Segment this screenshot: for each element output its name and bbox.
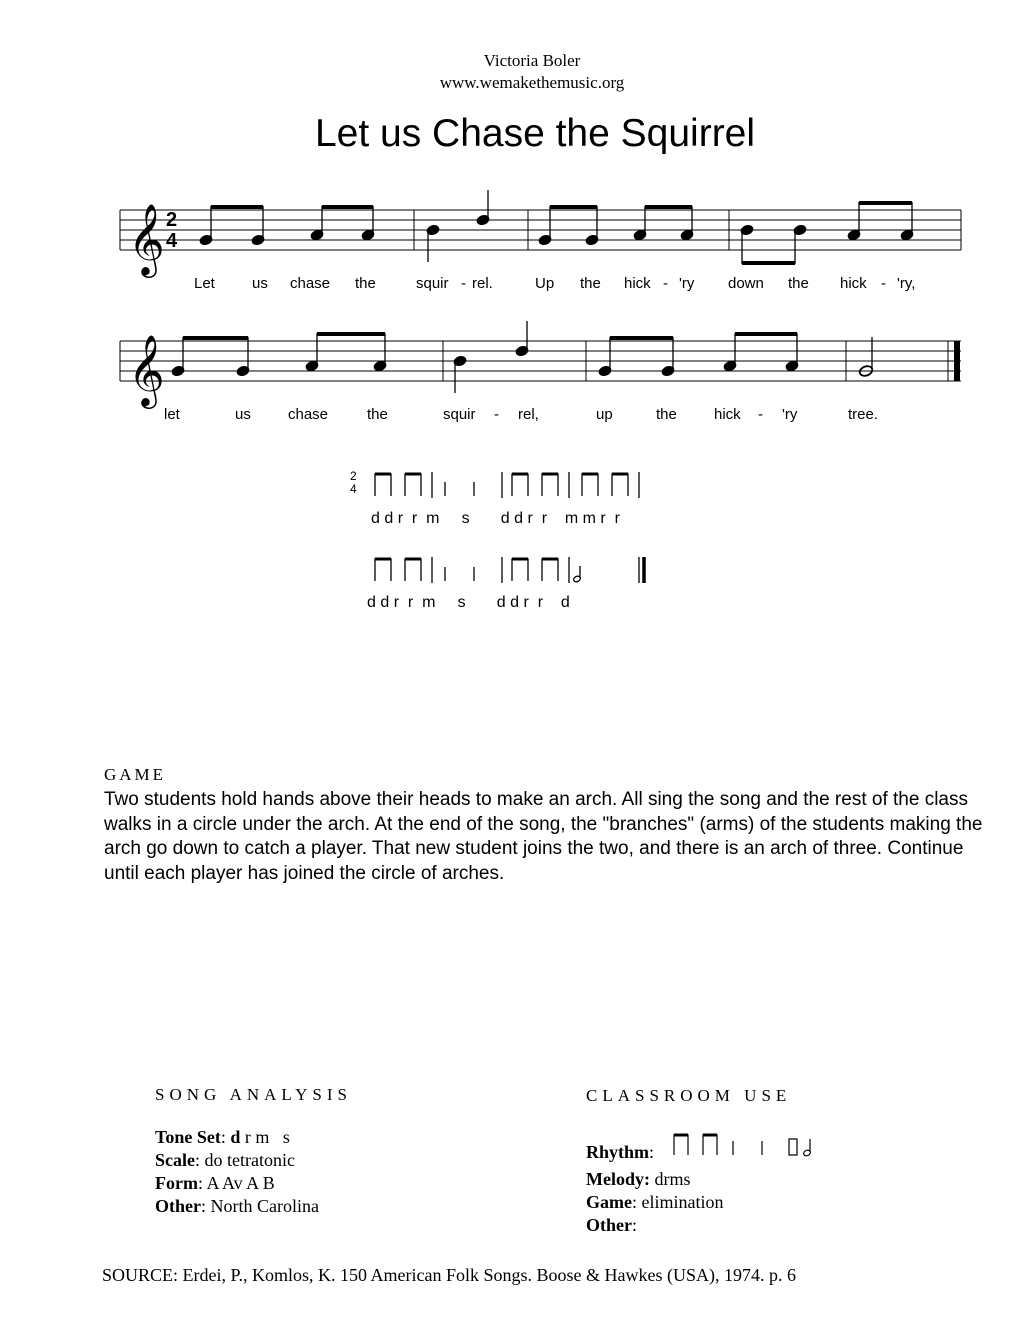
lyric: -	[881, 275, 886, 292]
melody-label: Melody:	[586, 1169, 650, 1189]
tone-set-value: r m s	[240, 1127, 290, 1147]
other-label: Other	[155, 1196, 201, 1216]
lyrics-line-2	[164, 406, 878, 423]
lyric: the	[367, 406, 388, 423]
song-analysis-heading: SONG ANALYSIS	[155, 1085, 352, 1104]
form-value: A Av A B	[206, 1173, 275, 1193]
game-heading: GAME	[104, 765, 167, 784]
lyric: -	[758, 406, 763, 423]
lyric: tree.	[848, 406, 879, 423]
rhythm-notation	[0, 460, 1020, 620]
lyric: the	[788, 275, 809, 292]
rhythm-line-2	[375, 557, 644, 583]
game-value: elimination	[641, 1192, 724, 1212]
form-label: Form	[155, 1173, 198, 1193]
source-citation: SOURCE: Erdei, P., Komlos, K. 150 American Folk Songs. Boose & Hawkes (USA), 1974. p. 6	[102, 1265, 796, 1285]
lyric: squir	[416, 275, 449, 292]
lyric: 'ry	[679, 275, 695, 292]
rhythm-time-bottom: 4	[350, 482, 357, 496]
notes-line-1	[199, 190, 914, 264]
notes-line-2	[171, 321, 874, 393]
lyric: 'ry	[782, 406, 798, 423]
website: www.wemakethemusic.org	[439, 73, 625, 92]
game-description: Two students hold hands above their heads to make an arch. All sing the song and the rest of the class walks in a circle under the arch. At the end of the song, the "branches" (arms) of the students making the arch go down to catch a player. That new student joins the two, and there is an arch of three. Continue until each player has joined the circle of arches.	[104, 789, 983, 884]
melody-row	[586, 1168, 791, 1191]
classroom-other-label: Other	[586, 1215, 632, 1235]
staff-line-2	[120, 341, 961, 381]
lyric: hick	[714, 406, 741, 423]
time-sig-top: 2	[166, 209, 178, 231]
lyric: the	[656, 406, 677, 423]
form-row: Form: A Av A B	[155, 1173, 275, 1193]
tone-set-do: d	[230, 1127, 241, 1147]
lyrics-line-1	[194, 275, 915, 292]
lyric: down	[728, 275, 764, 292]
scale-value: do tetratonic	[204, 1150, 295, 1170]
rhythm-line-1	[375, 472, 639, 498]
lyric: rel,	[518, 406, 539, 423]
music-score	[0, 180, 1020, 450]
lyric: rel.	[472, 275, 493, 292]
scale-row: Scale: do tetratonic	[155, 1150, 295, 1170]
lyric: chase	[288, 406, 329, 423]
game-label: Game	[586, 1192, 632, 1212]
rhythm-solfege-1: d d r r m s d d r r m m r r	[371, 510, 620, 527]
lyric: hick	[840, 275, 867, 292]
other-row: Other: North Carolina	[155, 1196, 319, 1216]
classroom-use	[586, 1086, 791, 1237]
lyric: Up	[535, 275, 555, 292]
lyric: us	[252, 275, 268, 292]
song-analysis	[155, 1085, 352, 1218]
melody-value: drms	[654, 1169, 691, 1189]
author-header	[0, 50, 1020, 94]
classroom-use-heading: CLASSROOM USE	[586, 1086, 792, 1105]
rhythm-label: Rhythm	[586, 1142, 650, 1162]
lyric: chase	[290, 275, 331, 292]
rhythm-solfege-2: d d r r m s d d r r d	[367, 594, 570, 611]
rhythm-row: Rhythm:	[586, 1141, 791, 1164]
tone-set-row: Tone Set: d r m s	[155, 1127, 290, 1147]
tone-set-label: Tone Set	[155, 1127, 221, 1147]
lyric: us	[235, 406, 251, 423]
lyric: let	[164, 406, 180, 423]
lyric: squir	[443, 406, 476, 423]
treble-clef: 𝄞	[128, 205, 165, 274]
lyric: -	[494, 406, 499, 423]
treble-clef-2: 𝄞	[128, 336, 165, 405]
time-sig-bottom: 4	[166, 230, 178, 252]
lyric: -	[663, 275, 668, 292]
lyric: the	[580, 275, 601, 292]
author-name: Victoria Boler	[483, 51, 581, 70]
lyric: Let	[194, 275, 215, 292]
classroom-other-row: Other:	[586, 1215, 637, 1235]
other-value: North Carolina	[210, 1196, 319, 1216]
lyric: the	[355, 275, 376, 292]
lyric: hick	[624, 275, 651, 292]
lyric: up	[596, 406, 613, 423]
scale-label: Scale	[155, 1150, 195, 1170]
rhythm-icons	[671, 1129, 831, 1159]
rhythm-time-top: 2	[350, 469, 357, 483]
game-row: Game: elimination	[586, 1192, 724, 1212]
lyric: -	[461, 275, 466, 292]
song-title: Let us Chase the Squirrel	[314, 112, 756, 155]
lyric: 'ry,	[897, 275, 916, 292]
